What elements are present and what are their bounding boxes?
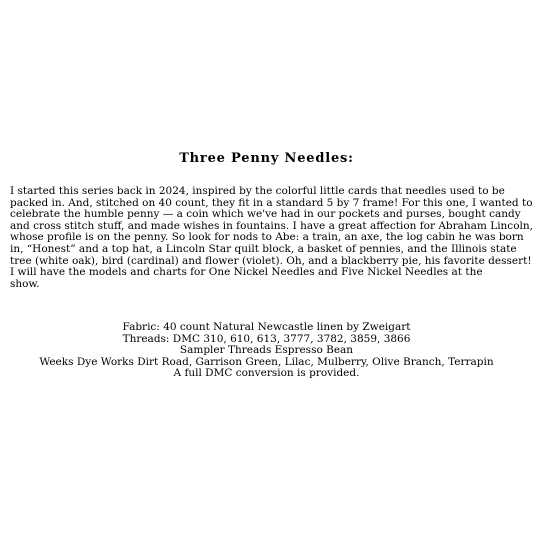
description-paragraph [10, 185, 533, 290]
conversion-note: A full DMC conversion is provided. [173, 367, 360, 380]
materials-list [0, 322, 533, 380]
description-line: packed in. And, stitched on 40 count, they fit in a standard 5 by 7 frame! For this one, I wanted to [10, 196, 533, 209]
fabric-spec: Fabric: 40 count Natural Newcastle linen by Zweigart [122, 321, 411, 333]
description-line: I will have the models and charts for One Nickel Needles and Five Nickel Needles at the [10, 266, 483, 279]
description-line: and cross stitch stuff, and made wishes in fountains. I have a great affection for Abraham Lincoln, [10, 219, 533, 232]
description-line: tree (white oak), bird (cardinal) and flower (violet). Oh, and a blackberry pie, his favorite dessert! [10, 254, 532, 267]
weeks-dye-works-spec: Weeks Dye Works Dirt Road, Garrison Green, Lilac, Mulberry, Olive Branch, Terrapin [39, 355, 494, 368]
description-line: whose profile is on the penny. So look for nods to Abe: a train, an axe, the log cabin he was born [10, 231, 524, 244]
sampler-threads-spec: Sampler Threads Espresso Bean [179, 344, 354, 357]
threads-spec: Threads: DMC 310, 610, 613, 3777, 3782, 3859, 3866 [122, 332, 411, 345]
description-line: I started this series back in 2024, inspired by the colorful little cards that needles used to be [10, 185, 505, 197]
description-line: show. [10, 277, 40, 290]
description-line: celebrate the humble penny — a coin which we've had in our pockets and purses, bought candy [10, 208, 521, 221]
description-line: in, “Honest” and a top hat, a Lincoln Star quilt block, a basket of pennies, and the Illinois state [10, 242, 517, 255]
document-title: Three Penny Needles: [179, 151, 354, 166]
